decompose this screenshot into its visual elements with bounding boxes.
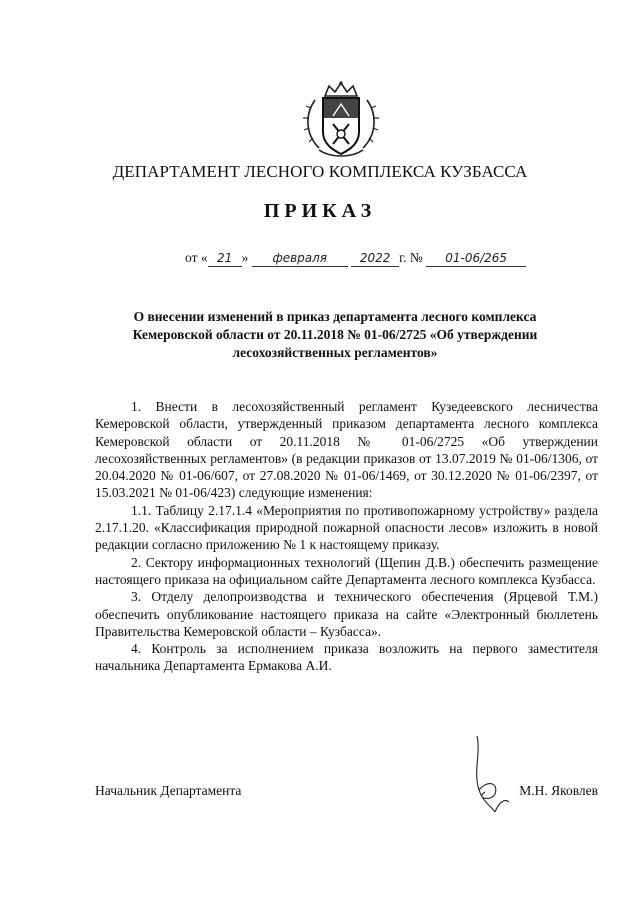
paragraph-3: 3. Отделу делопроизводства и технического обеспечения (Ярцевой Т.М.) обеспечить опубликование настоящего приказа на сайте «Электронный бюллетень Правительства Кемеровской области – Кузбасса». bbox=[95, 589, 598, 639]
department-title: ДЕПАРТАМЕНТ ЛЕСНОГО КОМПЛЕКСА КУЗБАССА bbox=[112, 162, 528, 181]
document-type-title: ПРИКАЗ bbox=[263, 200, 377, 222]
signatory-position: Начальник Департамента bbox=[95, 783, 242, 798]
paragraph-1-1: 1.1. Таблицу 2.17.1.4 «Мероприятия по противопожарному устройству» раздела 2.17.1.20. «Классификация природной пожарной опасности лесов» изложить в новой редакции согласно приложению № 1 к настоящему приказу. bbox=[95, 502, 598, 553]
date-mid: » bbox=[241, 250, 249, 265]
order-body bbox=[95, 398, 598, 675]
paragraph-1: 1. Внести в лесохозяйственный регламент Кузедеевского лесничества Кемеровской области, утвержденный приказом департамента лесного комплекса Кемеровской области от 20.11.2018 № 01-06/2725 «Об утверждении лесохозяйственных регламентов» (в редакции приказов от 13.07.2019 № 01-06/1306, от 20.04.2020 № 01-06/607, от 27.08.2020 № 01-06/1469, от 30.12.2020 № 01-06/2397, от 15.03.2021 № 01-06/423) следующие изменения: bbox=[95, 399, 598, 501]
date-year: 2022 bbox=[351, 251, 399, 267]
coat-of-arms-emblem bbox=[297, 80, 385, 158]
handwritten-signature bbox=[455, 732, 515, 822]
order-subject: О внесении изменений в приказ департамента лесного комплекса Кемеровской области от 20.11.2018 № 01-06/2725 «Об утверждении лесохозяйственных регламентов» bbox=[132, 309, 538, 360]
paragraph-2: 2. Сектору информационных технологий (Щепин Д.В.) обеспечить размещение настоящего приказа на официальном сайте Департамента лесного комплекса Кузбасса. bbox=[95, 554, 598, 587]
date-year-suffix: г. bbox=[399, 250, 407, 265]
date-day: 21 bbox=[208, 251, 242, 267]
number-sign: № bbox=[409, 250, 423, 265]
date-month: февраля bbox=[252, 251, 348, 267]
signatory-name: М.Н. Яковлев bbox=[519, 783, 598, 798]
date-prefix: от « bbox=[185, 250, 208, 265]
paragraph-4: 4. Контроль за исполнением приказа возложить на первого заместителя начальника Департамента Ермакова А.И. bbox=[95, 641, 598, 674]
date-number-line bbox=[185, 250, 526, 267]
order-number: 01-06/265 bbox=[426, 251, 526, 267]
